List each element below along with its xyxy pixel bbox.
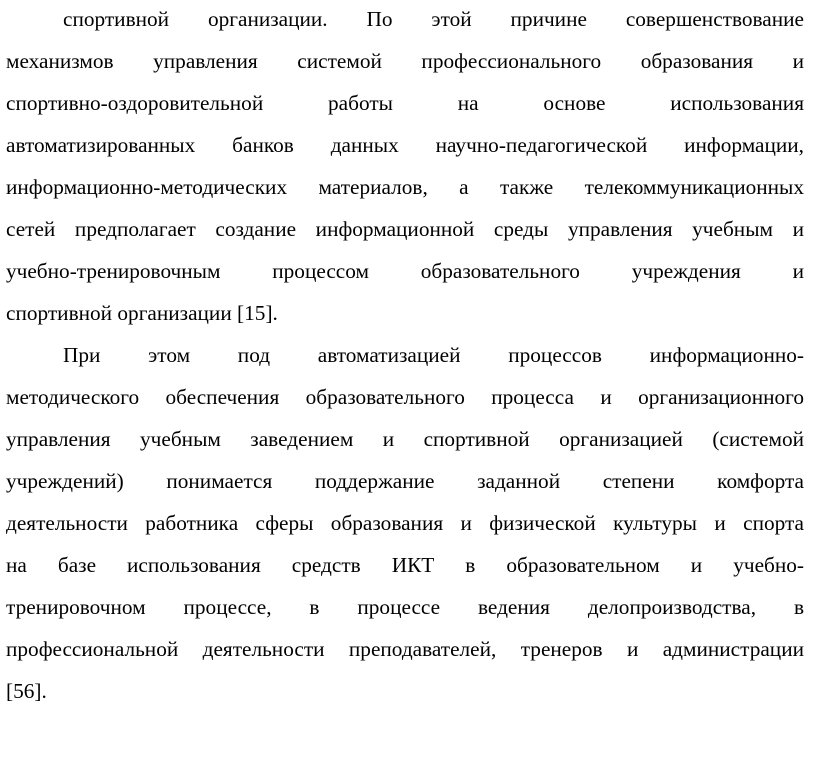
- text-line: управления учебным заведением и спортивной организацией (системой: [6, 427, 804, 451]
- text-line: учреждений) понимается поддержание заданной степени комфорта: [6, 469, 804, 493]
- text-line: сетей предполагает создание информационной среды управления учебным и: [6, 217, 804, 241]
- text-line: тренировочном процессе, в процессе ведения делопроизводства, в: [6, 595, 804, 619]
- text-line: спортивной организации [15].: [6, 301, 278, 325]
- text-line: на базе использования средств ИКТ в образовательном и учебно-: [6, 553, 804, 577]
- text-line: автоматизированных банков данных научно-педагогической информации,: [6, 133, 804, 157]
- text-line: методического обеспечения образовательного процесса и организационного: [6, 385, 804, 409]
- text-line: [56].: [6, 679, 47, 703]
- text-line: профессиональной деятельности преподавателей, тренеров и администрации: [6, 637, 804, 661]
- text-line: При этом под автоматизацией процессов информационно-: [63, 343, 804, 367]
- text-line: спортивно-оздоровительной работы на основе использования: [6, 91, 804, 115]
- text-line: спортивной организации. По этой причине совершенствование: [63, 7, 804, 31]
- text-line: деятельности работника сферы образования и физической культуры и спорта: [6, 511, 804, 535]
- text-line: механизмов управления системой профессионального образования и: [6, 49, 804, 73]
- text-line: учебно-тренировочным процессом образовательного учреждения и: [6, 259, 804, 283]
- text-line: информационно-методических материалов, а также телекоммуникационных: [6, 175, 804, 199]
